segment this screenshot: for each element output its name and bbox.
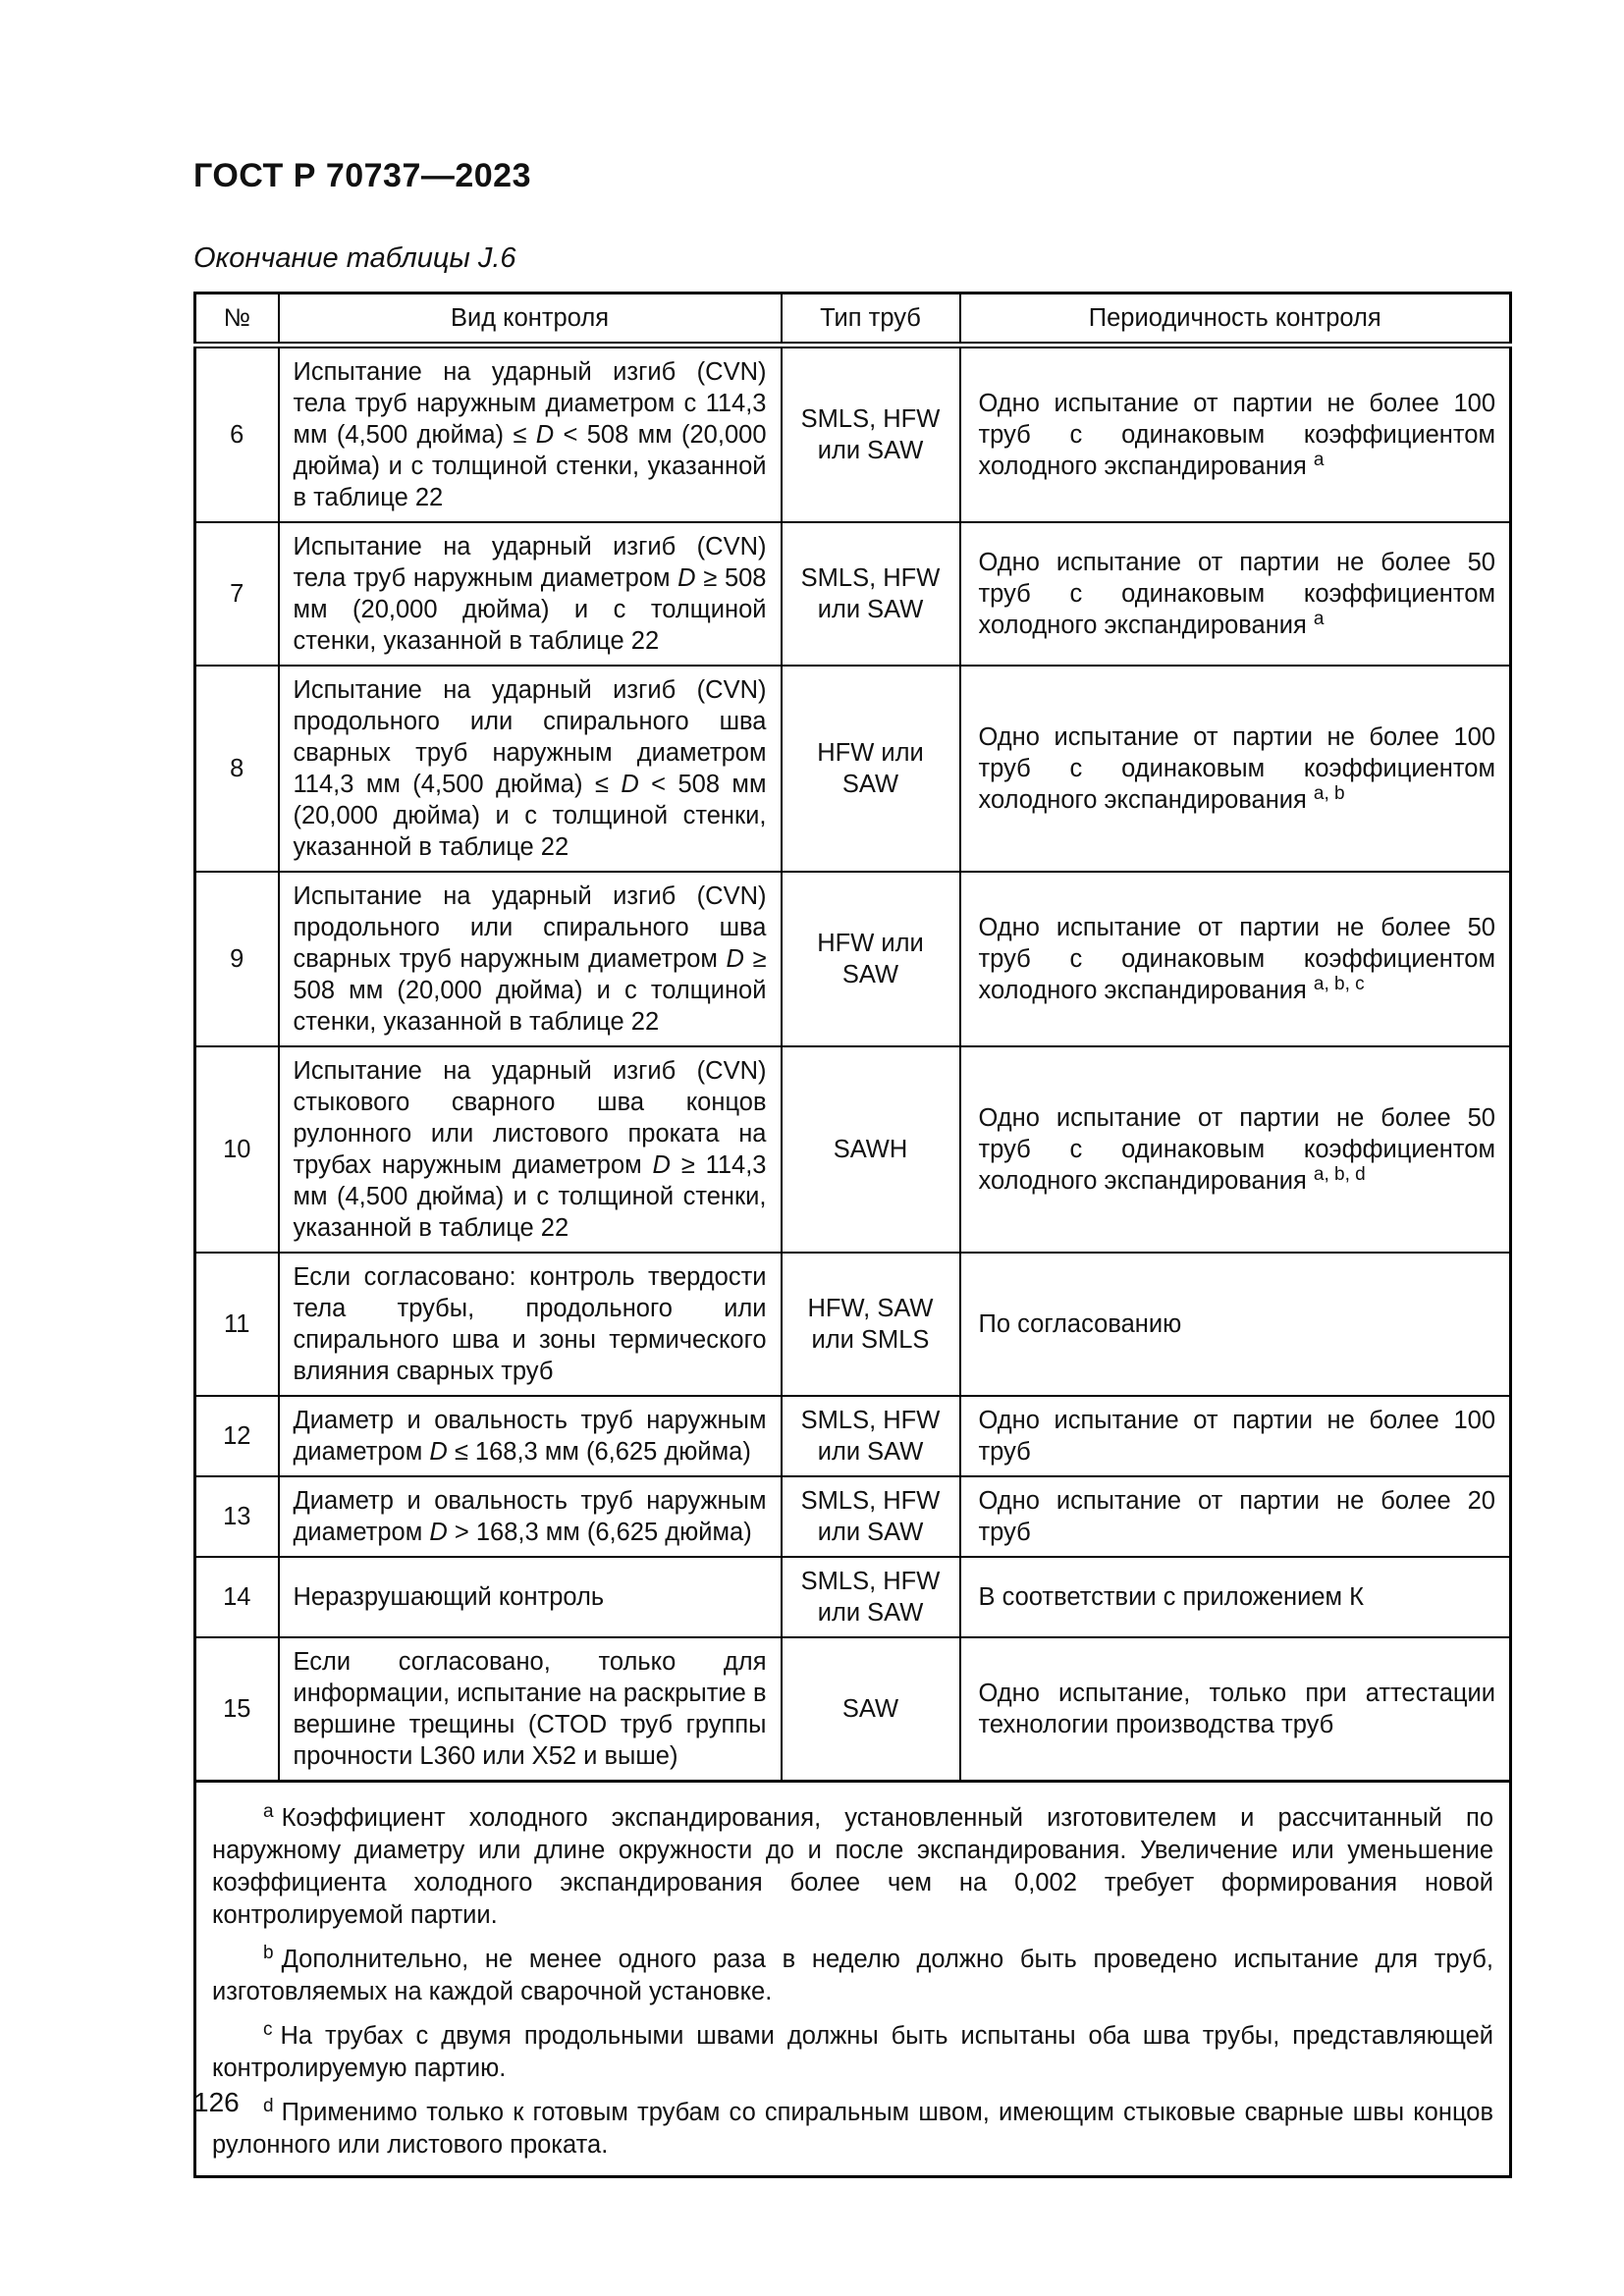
periodicity-text: Одно испытание от партии не более 100 труб с одинаковым коэффициентом холодного экспандирования xyxy=(978,390,1495,480)
table-caption: Окончание таблицы J.6 xyxy=(193,242,516,274)
table-row xyxy=(195,1396,1511,1476)
periodicity-cell xyxy=(960,1557,1511,1637)
table-row xyxy=(195,872,1511,1046)
pipe-type-cell: HFW или SAW xyxy=(782,872,960,1046)
pipe-type-cell: SMLS, HFW или SAW xyxy=(782,346,960,523)
periodicity-text: Одно испытание от партии не более 50 труб с одинаковым коэффициентом холодного экспандирования xyxy=(978,1104,1495,1195)
table-row xyxy=(195,1637,1511,1782)
footnote xyxy=(212,1802,1493,1932)
periodicity-cell xyxy=(960,346,1511,523)
periodicity-text: Одно испытание от партии не более 20 труб xyxy=(978,1487,1495,1546)
table-footnotes-section xyxy=(195,1782,1511,2177)
footnote-text: Дополнительно, не менее одного раза в неделю должно быть проведено испытание для труб, изготовляемых на каждой сварочной установке. xyxy=(212,1946,1493,2005)
col-header-periodicity: Периодичность контроля xyxy=(960,294,1511,346)
col-header-control-kind: Вид контроля xyxy=(279,294,782,346)
row-number-cell: 7 xyxy=(195,522,279,666)
periodicity-text: Одно испытание от партии не более 50 труб с одинаковым коэффициентом холодного экспандирования xyxy=(978,549,1495,639)
table-header-row xyxy=(195,294,1511,346)
footnotes-cell xyxy=(195,1782,1511,2177)
periodicity-text: По согласованию xyxy=(978,1310,1182,1338)
periodicity-cell xyxy=(960,1396,1511,1476)
row-number-cell: 13 xyxy=(195,1476,279,1557)
pipe-type-cell: SAWH xyxy=(782,1046,960,1253)
footnote-reference: a, b, c xyxy=(1313,973,1365,994)
control-kind-cell: Неразрушающий контроль xyxy=(279,1557,782,1637)
row-number-cell: 8 xyxy=(195,666,279,872)
footnote xyxy=(212,2097,1493,2162)
table-row xyxy=(195,1046,1511,1253)
footnote-reference: a, b xyxy=(1313,782,1345,804)
control-kind-cell: Испытание на ударный изгиб (CVN) продольного или спирального шва сварных труб наружным диаметром D ≥ 508 мм (20,000 дюйма) и с толщиной стенки, указанной в таблице 22 xyxy=(279,872,782,1046)
control-kind-cell: Если согласовано: контроль твердости тела трубы, продольного или спирального шва и зоны термического влияния сварных труб xyxy=(279,1253,782,1396)
footnote-reference: a xyxy=(1313,449,1325,470)
footnote-marker: a xyxy=(263,1800,274,1822)
periodicity-cell xyxy=(960,1476,1511,1557)
table-row xyxy=(195,666,1511,872)
table-row xyxy=(195,1253,1511,1396)
footnote-text: Коэффициент холодного экспандирования, установленный изготовителем и рассчитанный по наружному диаметру или длине окружности до и после экспандирования. Увеличение или уменьшение коэффициента холодного экспандирования более чем на 0,002 требует формирования новой контролируемой партии. xyxy=(212,1804,1493,1929)
pipe-type-cell: HFW или SAW xyxy=(782,666,960,872)
control-kind-cell: Диаметр и овальность труб наружным диаметром D > 168,3 мм (6,625 дюйма) xyxy=(279,1476,782,1557)
pipe-type-cell: SMLS, HFW или SAW xyxy=(782,1476,960,1557)
row-number-cell: 12 xyxy=(195,1396,279,1476)
pipe-type-cell: SMLS, HFW или SAW xyxy=(782,1396,960,1476)
row-number-cell: 11 xyxy=(195,1253,279,1396)
periodicity-cell xyxy=(960,1253,1511,1396)
footnote-reference: a xyxy=(1313,608,1325,629)
pipe-type-cell: SAW xyxy=(782,1637,960,1782)
row-number-cell: 6 xyxy=(195,346,279,523)
periodicity-text: В соответствии с приложением К xyxy=(978,1583,1364,1611)
periodicity-cell xyxy=(960,522,1511,666)
table-body xyxy=(195,346,1511,1782)
pipe-type-cell: HFW, SAW или SMLS xyxy=(782,1253,960,1396)
col-header-number: № xyxy=(195,294,279,346)
footnotes-row xyxy=(195,1782,1511,2177)
row-number-cell: 14 xyxy=(195,1557,279,1637)
periodicity-text: Одно испытание, только при аттестации технологии производства труб xyxy=(978,1680,1495,1738)
periodicity-cell xyxy=(960,1637,1511,1782)
periodicity-cell xyxy=(960,1046,1511,1253)
footnote xyxy=(212,1944,1493,2008)
document-standard-title: ГОСТ Р 70737—2023 xyxy=(193,157,532,194)
periodicity-text: Одно испытание от партии не более 100 труб xyxy=(978,1407,1495,1466)
control-kind-cell: Испытание на ударный изгиб (CVN) продольного или спирального шва сварных труб наружным диаметром 114,3 мм (4,500 дюйма) ≤ D < 508 мм (20,000 дюйма) и с толщиной стенки, указанной в таблице 22 xyxy=(279,666,782,872)
periodicity-text: Одно испытание от партии не более 100 труб с одинаковым коэффициентом холодного экспандирования xyxy=(978,723,1495,814)
footnote-marker: d xyxy=(263,2095,274,2116)
row-number-cell: 10 xyxy=(195,1046,279,1253)
table-row xyxy=(195,346,1511,523)
control-kind-cell: Испытание на ударный изгиб (CVN) тела труб наружным диаметром с 114,3 мм (4,500 дюйма) ≤ D < 508 мм (20,000 дюйма) и с толщиной стенки, указанной в таблице 22 xyxy=(279,346,782,523)
control-kind-cell: Испытание на ударный изгиб (CVN) стыкового сварного шва концов рулонного или листового проката на трубах наружным диаметром D ≥ 114,3 мм (4,500 дюйма) и с толщиной стенки, указанной в таблице 22 xyxy=(279,1046,782,1253)
footnote-text: Применимо только к готовым трубам со спиральным швом, имеющим стыковые сварные швы концов рулонного или листового проката. xyxy=(212,2099,1493,2159)
control-kind-cell: Если согласовано, только для информации, испытание на раскрытие в вершине трещины (CTOD труб группы прочности L360 или X52 и выше) xyxy=(279,1637,782,1782)
table-row xyxy=(195,522,1511,666)
periodicity-text: Одно испытание от партии не более 50 труб с одинаковым коэффициентом холодного экспандирования xyxy=(978,914,1495,1004)
footnote-reference: a, b, d xyxy=(1313,1163,1366,1185)
row-number-cell: 15 xyxy=(195,1637,279,1782)
periodicity-cell xyxy=(960,666,1511,872)
row-number-cell: 9 xyxy=(195,872,279,1046)
table-row xyxy=(195,1557,1511,1637)
table-header xyxy=(195,294,1511,346)
control-kind-cell: Испытание на ударный изгиб (CVN) тела труб наружным диаметром D ≥ 508 мм (20,000 дюйма) и с толщиной стенки, указанной в таблице 22 xyxy=(279,522,782,666)
pipe-type-cell: SMLS, HFW или SAW xyxy=(782,1557,960,1637)
inspection-table xyxy=(193,292,1512,2178)
pipe-type-cell: SMLS, HFW или SAW xyxy=(782,522,960,666)
footnote-marker: b xyxy=(263,1942,274,1963)
footnote xyxy=(212,2020,1493,2085)
page-number: 126 xyxy=(193,2087,240,2117)
periodicity-cell xyxy=(960,872,1511,1046)
table-row xyxy=(195,1476,1511,1557)
col-header-pipe-type: Тип труб xyxy=(782,294,960,346)
footnote-text: На трубах с двумя продольными швами должны быть испытаны оба шва трубы, представляющей контролируемую партию. xyxy=(212,2022,1493,2082)
footnote-marker: c xyxy=(263,2018,273,2040)
control-kind-cell: Диаметр и овальность труб наружным диаметром D ≤ 168,3 мм (6,625 дюйма) xyxy=(279,1396,782,1476)
